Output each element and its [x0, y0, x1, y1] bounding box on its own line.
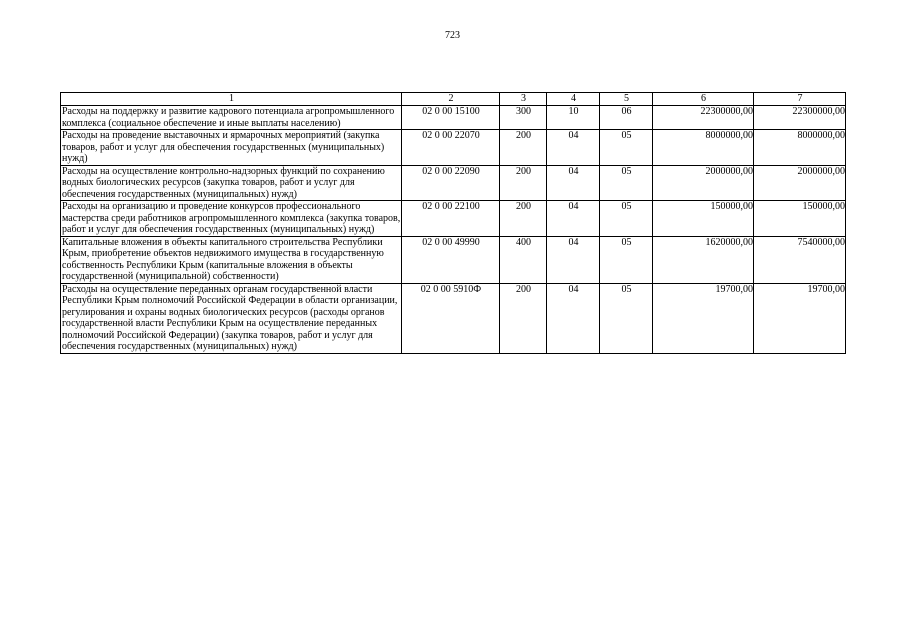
subsection-cell: 05 — [600, 283, 653, 353]
target-code-cell: 02 0 00 22090 — [402, 165, 500, 201]
target-code-cell: 02 0 00 5910Ф — [402, 283, 500, 353]
target-code-cell: 02 0 00 22100 — [402, 201, 500, 237]
expense-name-cell: Расходы на осуществление контрольно-надзорных функций по сохранению водных биологических ресурсов (закупка товаров, работ и услуг для обеспечения государственных (муниципальных) нужд) — [61, 165, 402, 201]
amount-cell: 22300000,00 — [653, 106, 754, 130]
subsection-cell: 06 — [600, 106, 653, 130]
amount-cell: 150000,00 — [653, 201, 754, 237]
expense-type-cell: 400 — [500, 236, 547, 283]
page-number: 723 — [445, 30, 460, 41]
subsection-cell: 05 — [600, 165, 653, 201]
table-row — [61, 283, 846, 353]
amount-cell: 1620000,00 — [653, 236, 754, 283]
amount-cell: 8000000,00 — [653, 130, 754, 166]
target-code-cell: 02 0 00 15100 — [402, 106, 500, 130]
expense-type-cell: 200 — [500, 201, 547, 237]
expense-name-cell: Расходы на осуществление переданных органам государственной власти Республики Крым полномочий Российской Федерации в области организации, регулирования и охраны водных биологических ресурсов (расходы органов государственной власти Республики Крым на осуществление переданных полномочий Российской Федерации) (закупка товаров, работ и услуг для обеспечения государственных (муниципальных) нужд) — [61, 283, 402, 353]
section-cell: 04 — [547, 165, 600, 201]
table-row — [61, 165, 846, 201]
column-header: 3 — [500, 93, 547, 106]
section-cell: 04 — [547, 201, 600, 237]
expense-name-cell: Капитальные вложения в объекты капитального строительства Республики Крым, приобретение объектов недвижимого имущества в государственную собственность Республики Крым (капитальные вложения в объекты государственной (муниципальной) собственности) — [61, 236, 402, 283]
budget-table — [60, 92, 846, 354]
amount-cell: 150000,00 — [754, 201, 846, 237]
column-header: 1 — [61, 93, 402, 106]
amount-cell: 2000000,00 — [754, 165, 846, 201]
amount-cell: 19700,00 — [653, 283, 754, 353]
table-row — [61, 106, 846, 130]
section-cell: 04 — [547, 130, 600, 166]
table-header-row — [61, 93, 846, 106]
amount-cell: 19700,00 — [754, 283, 846, 353]
table-row — [61, 130, 846, 166]
amount-cell: 7540000,00 — [754, 236, 846, 283]
subsection-cell: 05 — [600, 201, 653, 237]
amount-cell: 22300000,00 — [754, 106, 846, 130]
table-row — [61, 201, 846, 237]
expense-name-cell: Расходы на проведение выставочных и ярмарочных мероприятий (закупка товаров, работ и услуг для обеспечения государственных (муниципальных) нужд) — [61, 130, 402, 166]
expense-type-cell: 200 — [500, 283, 547, 353]
target-code-cell: 02 0 00 49990 — [402, 236, 500, 283]
target-code-cell: 02 0 00 22070 — [402, 130, 500, 166]
expense-type-cell: 200 — [500, 165, 547, 201]
subsection-cell: 05 — [600, 130, 653, 166]
section-cell: 04 — [547, 283, 600, 353]
expense-name-cell: Расходы на поддержку и развитие кадрового потенциала агропромышленного комплекса (социальное обеспечение и иные выплаты населению) — [61, 106, 402, 130]
column-header: 5 — [600, 93, 653, 106]
expense-type-cell: 300 — [500, 106, 547, 130]
amount-cell: 8000000,00 — [754, 130, 846, 166]
column-header: 2 — [402, 93, 500, 106]
column-header: 6 — [653, 93, 754, 106]
section-cell: 04 — [547, 236, 600, 283]
column-header: 7 — [754, 93, 846, 106]
expense-name-cell: Расходы на организацию и проведение конкурсов профессионального мастерства среди работников агропромышленного комплекса (закупка товаров, работ и услуг для обеспечения государственных (муниципальных) нужд) — [62, 201, 401, 235]
subsection-cell: 05 — [600, 236, 653, 283]
expense-type-cell: 200 — [500, 130, 547, 166]
amount-cell: 2000000,00 — [653, 165, 754, 201]
section-cell: 10 — [547, 106, 600, 130]
column-header: 4 — [547, 93, 600, 106]
table-row — [61, 236, 846, 283]
